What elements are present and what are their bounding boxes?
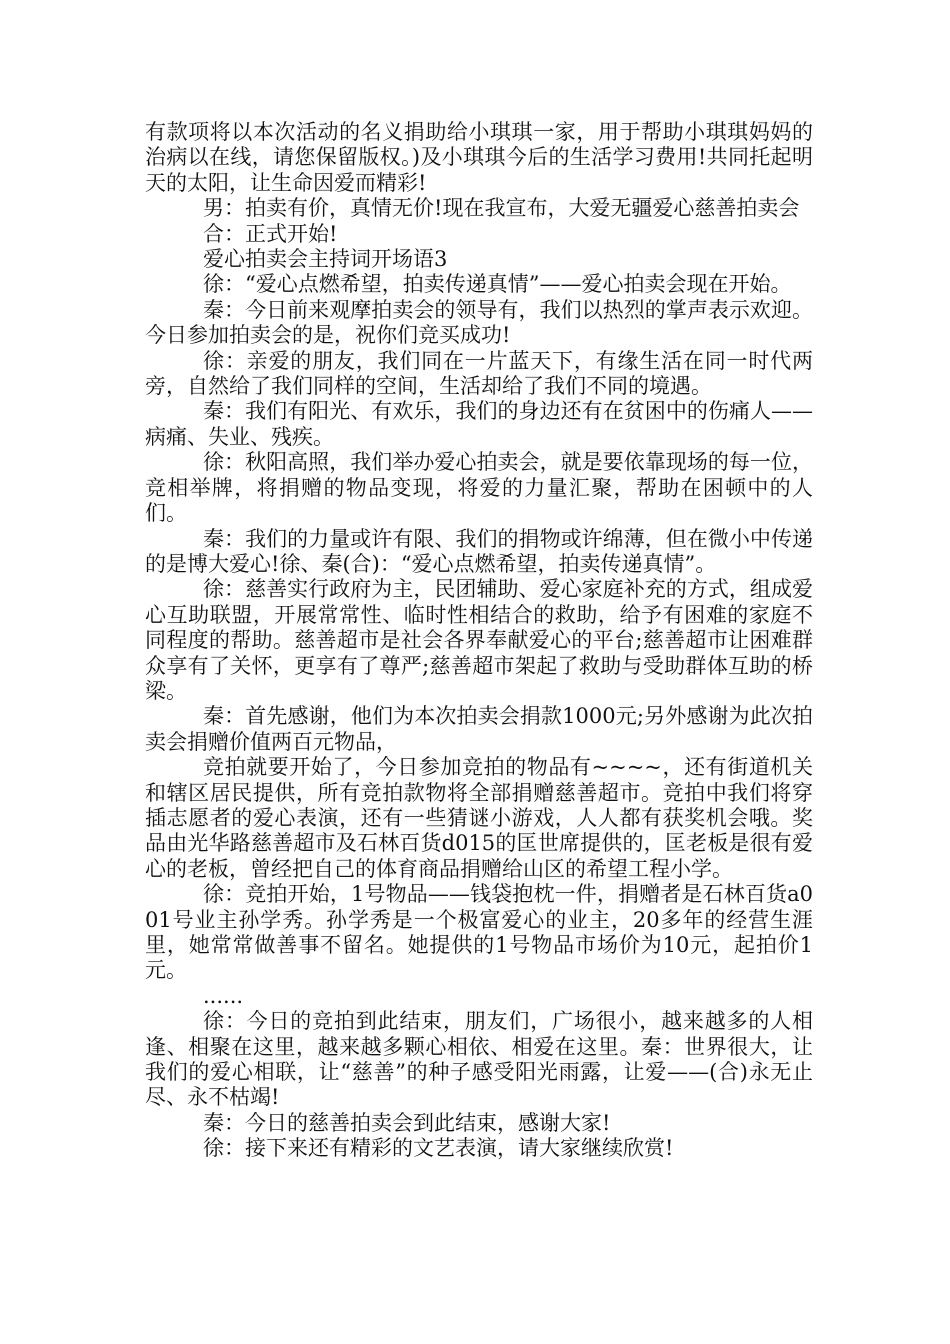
document-page	[145, 120, 813, 1162]
paragraph: 秦：今日前来观摩拍卖会的领导有，我们以热烈的掌声表示欢迎。今日参加拍卖会的是，祝你们竞买成功!	[145, 297, 813, 348]
paragraph: 秦：我们的力量或许有限、我们的捐物或许绵薄，但在微小中传递的是博大爱心!徐、秦(合)：“爱心点燃希望，拍卖传递真情”。	[145, 526, 813, 576]
ellipsis-line: ......	[203, 983, 244, 1008]
paragraph: 有款项将以本次活动的名义捐助给小琪琪一家，用于帮助小琪琪妈妈的治病以在线，请您保留版权。)及小琪琪今后的生活学习费用!共同托起明天的太阳，让生命因爱而精彩!	[145, 120, 813, 195]
paragraph: 徐：竞拍开始，1号物品——钱袋抱枕一件，捐赠者是石林百货a001号业主孙学秀。孙学秀是一个极富爱心的业主，20多年的经营生涯里，她常常做善事不留名。她提供的1号物品市场价为10元，起拍价1元。	[145, 882, 813, 983]
paragraph: 徐：慈善实行政府为主，民团辅助、爱心家庭补充的方式，组成爱心互助联盟，开展常常性、临时性相结合的救助，给予有困难的家庭不同程度的帮助。慈善超市是社会各界奉献爱心的平台;慈善超市让困难群众享有了关怀，更享有了尊严;慈善超市架起了救助与受助群体互助的桥梁。	[145, 577, 813, 703]
paragraph: 徐：今日的竞拍到此结束，朋友们，广场很小，越来越多的人相逢、相聚在这里，越来越多颗心相依、相爱在这里。秦：世界很大，让我们的爱心相联，让“慈善”的种子感受阳光雨露，让爱——(合)永无止尽、永不枯竭!	[145, 1009, 813, 1110]
paragraph: 秦：今日的慈善拍卖会到此结束，感谢大家!	[203, 1110, 611, 1135]
paragraph: 合：正式开始!	[203, 221, 338, 246]
paragraph: 徐：“爱心点燃希望，拍卖传递真情”——爱心拍卖会现在开始。	[203, 272, 792, 297]
paragraph: 徐：接下来还有精彩的文艺表演，请大家继续欣赏!	[203, 1136, 674, 1161]
paragraph: 竞拍就要开始了，今日参加竞拍的物品有~~~~，还有街道机关和辖区居民提供，所有竞拍款物将全部捐赠慈善超市。竞拍中我们将穿插志愿者的爱心表演，还有一些猜谜小游戏，人人都有获奖机会哦。奖品由光华路慈善超市及石林百货d015的匡世席提供的，匡老板是很有爱心的老板，曾经把自己的体育商品捐赠给山区的希望工程小学。	[145, 755, 813, 881]
paragraph: 男：拍卖有价，真情无价!现在我宣布，大爱无疆爱心慈善拍卖会	[203, 196, 800, 221]
paragraph: 徐：秋阳高照，我们举办爱心拍卖会，就是要依靠现场的每一位，竞相举牌，将捐赠的物品变现，将爱的力量汇聚，帮助在困顿中的人们。	[145, 450, 813, 526]
paragraph: 秦：首先感谢，他们为本次拍卖会捐款1000元;另外感谢为此次拍卖会捐赠价值两百元物品，	[145, 704, 813, 754]
section-heading: 爱心拍卖会主持词开场语3	[203, 247, 448, 272]
paragraph: 徐：亲爱的朋友，我们同在一片蓝天下，有缘生活在同一时代两旁，自然给了我们同样的空间，生活却给了我们不同的境遇。	[145, 348, 813, 399]
paragraph: 秦：我们有阳光、有欢乐，我们的身边还有在贫困中的伤痛人——病痛、失业、残疾。	[145, 399, 813, 449]
